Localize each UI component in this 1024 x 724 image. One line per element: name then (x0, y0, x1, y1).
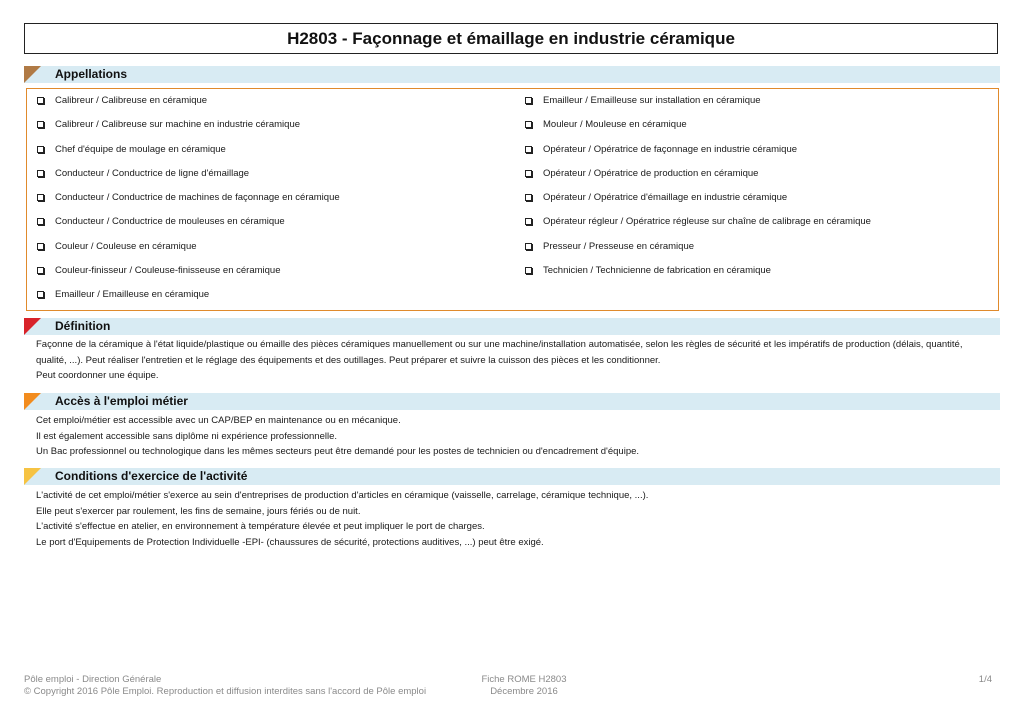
list-item: Couleur / Couleuse en céramique (35, 241, 340, 265)
checkbox-bullet-icon (37, 267, 44, 274)
footer-fiche: Fiche ROME H2803 (481, 674, 567, 685)
checkbox-bullet-icon (37, 194, 44, 201)
appellations-right-column (523, 95, 871, 289)
list-item: Opérateur / Opératrice de façonnage en industrie céramique (523, 144, 871, 168)
paragraph-line: Elle peut s'exercer par roulement, les fins de semaine, jours fériés ou de nuit. (36, 505, 361, 517)
section-header-definition (24, 318, 1000, 335)
section-marker-icon (24, 468, 41, 485)
checkbox-bullet-icon (525, 194, 532, 201)
conditions-text (36, 488, 986, 550)
section-marker-icon (24, 318, 41, 335)
checkbox-bullet-icon (37, 170, 44, 177)
paragraph-line: Peut coordonner une équipe. (36, 370, 159, 381)
section-title-acces: Accès à l'emploi métier (55, 394, 188, 408)
list-item: Conducteur / Conductrice de ligne d'émaillage (35, 168, 340, 192)
list-item: Calibreur / Calibreuse sur machine en industrie céramique (35, 119, 340, 143)
checkbox-bullet-icon (525, 121, 532, 128)
list-item: Chef d'équipe de moulage en céramique (35, 144, 340, 168)
checkbox-bullet-icon (525, 146, 532, 153)
acces-text (36, 413, 986, 460)
checkbox-bullet-icon (525, 243, 532, 250)
section-title-definition: Définition (55, 319, 111, 333)
list-item: Mouleur / Mouleuse en céramique (523, 119, 871, 143)
paragraph-line: L'activité s'effectue en atelier, en environnement à température élevée et peut impliquer le port de charges. (36, 521, 485, 532)
paragraph-line: Le port d'Equipements de Protection Individuelle -EPI- (chaussures de sécurité, protections auditives, ...) peut être exigé. (36, 536, 544, 548)
page-title: H2803 - Façonnage et émaillage en industrie céramique (24, 23, 998, 54)
list-item: Presseur / Presseuse en céramique (523, 241, 871, 265)
list-item: Emailleur / Emailleuse en céramique (35, 289, 340, 313)
section-marker-icon (24, 66, 41, 83)
list-item: Opérateur régleur / Opératrice régleuse sur chaîne de calibrage en céramique (523, 216, 871, 240)
section-header-appellations (24, 66, 1000, 83)
section-marker-icon (24, 393, 41, 410)
checkbox-bullet-icon (37, 121, 44, 128)
checkbox-bullet-icon (525, 97, 532, 104)
paragraph-line: Cet emploi/métier est accessible avec un CAP/BEP en maintenance ou en mécanique. (36, 415, 401, 426)
list-item: Conducteur / Conductrice de mouleuses en céramique (35, 216, 340, 240)
checkbox-bullet-icon (525, 170, 532, 177)
paragraph-line: L'activité de cet emploi/métier s'exerce au sein d'entreprises de production d'articles en céramique (vaisselle, carrelage, céramique technique, ...). (36, 490, 649, 501)
footer-org: Pôle emploi - Direction Générale (24, 674, 162, 685)
footer-page-number: 1/4 (978, 674, 992, 685)
appellations-list (26, 88, 999, 311)
list-item: Conducteur / Conductrice de machines de façonnage en céramique (35, 192, 340, 216)
checkbox-bullet-icon (37, 97, 44, 104)
paragraph-line: Il est également accessible sans diplôme ni expérience professionnelle. (36, 430, 338, 442)
checkbox-bullet-icon (37, 291, 44, 298)
footer-copyright: © Copyright 2016 Pôle Emploi. Reproduction et diffusion interdites sans l'accord de Pôle emploi (24, 685, 427, 697)
definition-text (36, 337, 986, 384)
footer-date: Décembre 2016 (490, 685, 558, 697)
section-title-conditions: Conditions d'exercice de l'activité (55, 469, 248, 483)
checkbox-bullet-icon (37, 146, 44, 153)
footer-center (470, 674, 578, 697)
list-item: Calibreur / Calibreuse en céramique (35, 95, 340, 119)
section-title-appellations: Appellations (55, 67, 128, 81)
list-item: Technicien / Technicienne de fabrication en céramique (523, 265, 871, 289)
appellations-left-column (35, 95, 340, 314)
checkbox-bullet-icon (525, 218, 532, 225)
paragraph-line: Un Bac professionnel ou technologique dans les mêmes secteurs peut être demandé pour les postes de technicien ou d'encadrement d'équipe. (36, 446, 640, 457)
checkbox-bullet-icon (37, 218, 44, 225)
list-item: Couleur-finisseur / Couleuse-finisseuse en céramique (35, 265, 340, 289)
list-item: Emailleur / Emailleuse sur installation en céramique (523, 95, 871, 119)
paragraph-line: Façonne de la céramique à l'état liquide/plastique ou émaille des pièces céramiques manuellement ou sur une machine/installation automatisée, selon les règles de sécurité et les impératifs de production (délais, quantité, (36, 339, 963, 350)
footer-left (24, 674, 426, 697)
paragraph-line: qualité, ...). Peut réaliser l'entretien et le réglage des équipements et des outillages. Peut préparer et suivre la cuisson des pièces et les conditionner. (36, 354, 661, 366)
checkbox-bullet-icon (525, 267, 532, 274)
section-header-conditions (24, 468, 1000, 485)
list-item: Opérateur / Opératrice d'émaillage en industrie céramique (523, 192, 871, 216)
list-item: Opérateur / Opératrice de production en céramique (523, 168, 871, 192)
section-header-acces (24, 393, 1000, 410)
checkbox-bullet-icon (37, 243, 44, 250)
